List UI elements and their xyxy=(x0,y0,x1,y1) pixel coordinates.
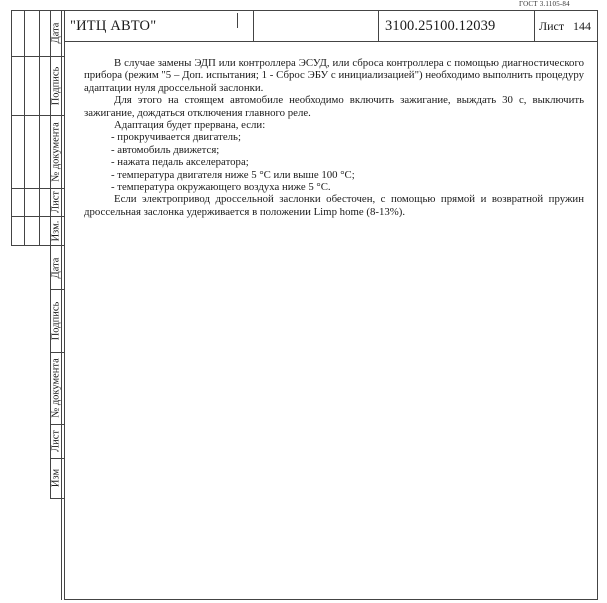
stamp-label-doc-number: № документа xyxy=(50,122,62,182)
list-item: - температура окружающего воздуха ниже 5 °C. xyxy=(111,181,331,194)
stamp-label-sheet: Лист xyxy=(50,430,62,452)
list-item: - температура двигателя ниже 5 °C или выше 100 °C; xyxy=(111,168,355,181)
stamp-line xyxy=(11,216,64,217)
body-text xyxy=(84,57,584,218)
paragraph: В случае замены ЭДП или контроллера ЭСУД, или сброса контроллера с помощью диагностического прибора (режим "5 – Доп. испытания; 1 - Сброс ЭБУ с инициализацией") необходимо выполнить процедуру адаптации нуля дроссельной заслонки. xyxy=(84,57,584,94)
stamp-label-sheet: Лист xyxy=(50,191,62,213)
empty-cell xyxy=(254,10,379,41)
sheet-label: Лист xyxy=(539,19,565,33)
doc-number-cell xyxy=(379,10,535,41)
company-name: "ИТЦ АВТО" xyxy=(70,18,157,34)
paragraph: Адаптация будет прервана, если: xyxy=(114,119,266,132)
list-item: - прокручивается двигатель; xyxy=(111,131,241,144)
company-cell xyxy=(64,10,254,41)
stamp-line xyxy=(11,10,12,245)
sheet-cell xyxy=(535,10,598,41)
stamp-line xyxy=(11,245,64,246)
stamp-label-signature: Подпись xyxy=(50,301,62,341)
doc-number: 3100.25100.12039 xyxy=(385,18,496,34)
stamp-line xyxy=(50,498,64,499)
cursor-mark xyxy=(237,13,238,28)
stamp-line xyxy=(24,10,25,245)
stamp-line xyxy=(11,10,64,11)
stamp-line xyxy=(11,115,64,116)
stamp-line xyxy=(50,289,64,290)
stamp-label-change: Изм xyxy=(50,468,62,488)
stamp-label-doc-number: № документа xyxy=(50,358,62,418)
stamp-line xyxy=(11,56,64,57)
sheet-number: 144 xyxy=(573,19,591,33)
paragraph: Если электропривод дроссельной заслонки обесточен, с помощью прямой и возвратной пружин дроссельная заслонка удерживается в положении Limp home (8-13%). xyxy=(84,193,584,218)
list-item: - автомобиль движется; xyxy=(111,143,220,156)
title-block xyxy=(64,10,598,42)
stamp-label-change: Изм. xyxy=(50,220,62,242)
stamp-line xyxy=(50,458,64,459)
stamp-line xyxy=(50,424,64,425)
stamp-label-date: Дата xyxy=(50,22,62,44)
paragraph: Для этого на стоящем автомобиле необходимо включить зажигание, выждать 30 с, выключить зажигание, дождаться отключения главного реле. xyxy=(84,94,584,119)
stamp-line xyxy=(39,10,40,245)
gost-label: ГОСТ 3.1105-84 xyxy=(519,0,570,8)
list-item: - нажата педаль акселератора; xyxy=(111,156,249,169)
stamp-line xyxy=(50,352,64,353)
stamp-label-signature: Подпись xyxy=(50,66,62,106)
stamp-line xyxy=(11,188,64,189)
stamp-label-date: Дата xyxy=(50,257,62,279)
